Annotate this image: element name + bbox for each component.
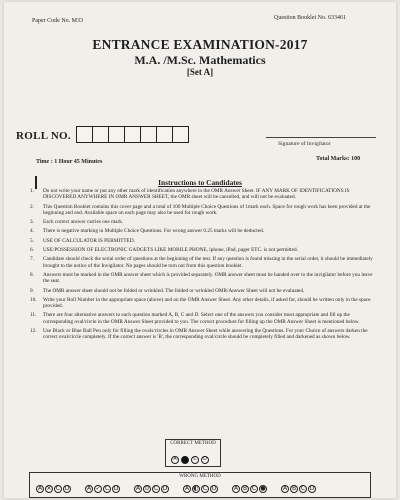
instruction-text: USE OF CALCULATOR IS PERMITTED. (43, 237, 135, 244)
instruction-number: 10. (30, 296, 37, 303)
instruction-item (30, 188, 380, 201)
roll-no-box[interactable] (140, 126, 157, 143)
exam-set: [Set A] (186, 67, 214, 77)
question-booklet-cover (4, 2, 396, 498)
wrong-method-box (29, 472, 371, 498)
answer-bubble: C (191, 456, 199, 464)
instructions-list (30, 188, 380, 344)
instruction-text: Use Black or Blue Ball Pen only for filling the ovals/circles in OMR Answer Sheet while answering the Questions. For your Choice of answers darken the correct oval/circle completely. If the correct answer is 'B', the corresponding oval/circle should be completely filled and darkened as shown below. (43, 328, 368, 341)
instruction-number: 2. (30, 203, 34, 210)
answer-bubble: A (184, 485, 190, 492)
wrong-example (183, 485, 219, 493)
answer-bubble: D (211, 485, 217, 492)
instruction-item (30, 256, 380, 269)
instruction-item (30, 228, 380, 234)
instruction-text: Do not write your name or put any other mark of identification anywhere in the OMR Answer Sheet. IF ANY MARK OF IDENTIFICATIONS IS DISCOVERED ANYWHERE IN OMR ANSWER SHEET, the OMR sheet will be cancelled, and will not be evaluated. (43, 188, 350, 201)
answer-bubble: C (55, 485, 61, 492)
instruction-text: This Question Booklet contains this cover page and a total of 100 Multiple Choice Questions of 1mark each. Space for rough work has been provided at the beginning and end. Available space on each page may also be used for rough work. (43, 203, 371, 216)
wrong-method-groups (36, 485, 330, 493)
answer-bubble: A (135, 485, 141, 492)
instruction-item (30, 247, 380, 253)
roll-no-label: ROLL NO. (16, 130, 71, 142)
instruction-item (30, 328, 380, 341)
instruction-number: 4. (30, 228, 34, 235)
correct-method-box (165, 439, 221, 467)
signature-line (266, 137, 376, 138)
roll-no-box[interactable] (156, 126, 173, 143)
wrong-method-label: WRONG METHOD (179, 474, 221, 479)
roll-no-boxes (76, 126, 188, 143)
correct-method-label: CORRECT METHOD (170, 441, 216, 446)
answer-bubble: D (64, 485, 70, 492)
instruction-number: 9. (30, 287, 34, 294)
instruction-number: 8. (30, 271, 34, 278)
answer-bubble: B (242, 485, 248, 492)
correct-method-circles (171, 456, 211, 464)
instruction-text: There are four alternative answers to each question marked A, B, C and D. Select one of the answers you consider most appropriate and fill up the corresponding oval/circle in the OMR Answer Sheet provided to you. The correct procedure for filling up the OMR Answer Sheet is mentioned below. (43, 312, 360, 325)
signature-label: Signature of Invigilator (278, 141, 331, 147)
instructions-title: Instructions to Candidates (158, 178, 242, 187)
total-marks: Total Marks: 100 (316, 156, 361, 162)
roll-no-box[interactable] (172, 126, 189, 143)
answer-bubble: B (181, 456, 189, 464)
answer-bubble: D (113, 485, 119, 492)
instruction-text: Write your Roll Number in the appropriate space (above) and on the OMR Answer Sheet. Any other details, if asked for, should be written only in the space provided. (43, 296, 371, 310)
instruction-item (30, 288, 380, 294)
instruction-item (30, 312, 380, 325)
answer-bubble: A (86, 485, 92, 492)
instruction-text: USE/POSSESSION OF ELECTRONIC GADGETS LIKE MOBILE PHONE, iphone, iPad, pager ETC. is not permitted. (43, 247, 298, 254)
wrong-example (85, 485, 121, 493)
answer-bubble: C (153, 485, 159, 492)
answer-bubble: ● (260, 485, 266, 492)
answer-bubble: ◐ (193, 485, 199, 492)
instruction-number: 1. (30, 188, 34, 194)
instruction-text: There is negative marking in Multiple Choice Questions. For wrong answer 0.25 marks will be deducted. (43, 228, 265, 235)
instruction-text: Answers must be marked in the OMR answer sheet which is provided separately. OMR answer sheet must be handed over to the invigilator before you leave the seat. (43, 271, 373, 285)
answer-bubble: A (171, 456, 179, 464)
answer-bubble: ⊙ (144, 485, 150, 492)
instruction-item (30, 297, 380, 310)
answer-bubble: A (282, 485, 288, 492)
instruction-number: 7. (30, 256, 34, 263)
instruction-text: Each correct answer carries one mark. (43, 219, 124, 226)
roll-no-box[interactable] (92, 126, 109, 143)
instruction-text: The OMR answer sheet should not be folded or wrinkled. The folded or wrinkled OMR/Answer Sheet will not be evaluated. (43, 287, 305, 294)
answer-bubble: D (309, 485, 315, 492)
answer-bubble: C (202, 485, 208, 492)
answer-bubble: ✕ (46, 485, 52, 492)
wrong-example (281, 485, 317, 493)
instruction-item (30, 272, 380, 285)
instruction-item (30, 219, 380, 225)
roll-no-box[interactable] (124, 126, 141, 143)
exam-title: ENTRANCE EXAMINATION-2017 (92, 37, 308, 52)
answer-bubble: C (300, 485, 306, 492)
answer-bubble: D (162, 485, 168, 492)
answer-bubble: ✓ (95, 485, 101, 492)
answer-bubble: A (233, 485, 239, 492)
question-booklet-number: Question Booklet No. 633461 (274, 15, 346, 21)
exam-subtitle: M.A. /M.Sc. Mathematics (134, 53, 266, 67)
wrong-example (36, 485, 72, 493)
instruction-text: Candidate should check the serial order of questions at the beginning of the test. If any question is found missing in the serial order, it should be immediately brought to the notice of the Invigilator. No pages should be torn out from this question booklet. (43, 256, 373, 269)
answer-bubble: D (201, 456, 209, 464)
roll-no-box[interactable] (108, 126, 125, 143)
instruction-number: 3. (30, 219, 34, 226)
instruction-item (30, 238, 380, 244)
wrong-example (134, 485, 170, 493)
time-allowed: Time : 1 Hour 45 Minutes (36, 159, 103, 165)
answer-bubble: B (291, 485, 297, 492)
instruction-number: 12. (30, 328, 37, 335)
instruction-number: 5. (30, 237, 34, 244)
instruction-number: 6. (30, 247, 34, 254)
instruction-item (30, 204, 380, 217)
instruction-number: 11. (30, 312, 37, 319)
wrong-example (232, 485, 268, 493)
roll-no-box[interactable] (76, 126, 93, 143)
paper-code: Paper Code No. M33 (32, 18, 83, 24)
answer-bubble: C (251, 485, 257, 492)
answer-bubble: A (37, 485, 43, 492)
answer-bubble: C (104, 485, 110, 492)
